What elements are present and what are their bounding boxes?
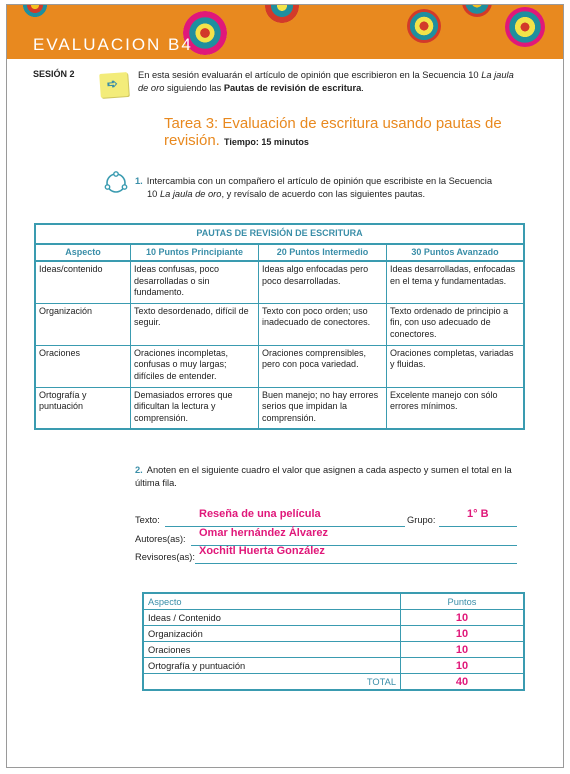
table-cell: Ideas algo enfocadas pero poco desarrolladas. <box>259 261 387 303</box>
autores-label: Autores(as): <box>135 534 186 544</box>
table-cell: Texto ordenado de principio a fin, con uso adecuado de conectores. <box>387 303 525 345</box>
table-row <box>35 345 524 387</box>
intro-text: En esta sesión evaluarán el artículo de opinión que escribieron en la Secuencia 10 <box>138 70 482 80</box>
aspect-cell: Ortografía y puntuación <box>143 658 401 674</box>
revisores-line <box>195 563 517 564</box>
task-heading <box>164 115 524 151</box>
table-row <box>143 610 524 626</box>
table-cell: Ideas/contenido <box>35 261 131 303</box>
page-title: EVALUACION B4 <box>33 35 193 54</box>
intro-text-2: siguiendo las <box>164 83 224 93</box>
total-row <box>143 674 524 691</box>
column-header: 30 Puntos Avanzado <box>387 244 525 262</box>
sticky-note-icon <box>99 72 129 98</box>
table-cell: Oraciones comprensibles, pero con poca variedad. <box>259 345 387 387</box>
table-cell: Organización <box>35 303 131 345</box>
book-title: La jaula de oro <box>138 70 514 93</box>
autores-field[interactable]: Omar hernández Álvarez <box>199 527 328 539</box>
table-cell: Buen manejo; no hay errores serios que impidan la comprensión. <box>259 387 387 429</box>
task-time: Tiempo: 15 minutos <box>224 137 309 147</box>
session-label: SESIÓN 2 <box>33 69 75 79</box>
page-header <box>7 5 563 59</box>
grupo-label: Grupo: <box>407 515 436 525</box>
column-header: 10 Puntos Principiante <box>131 244 259 262</box>
intro-bold: Pautas de revisión de escritura <box>223 83 362 93</box>
table-cell: Excelente manejo con sólo errores mínimos. <box>387 387 525 429</box>
texto-field[interactable]: Reseña de una película <box>199 508 321 520</box>
column-header: 20 Puntos Intermedio <box>259 244 387 262</box>
column-header: Aspecto <box>35 244 131 262</box>
texto-label: Texto: <box>135 515 160 525</box>
table-cell: Oraciones completas, variadas y fluidas. <box>387 345 525 387</box>
table-cell: Ideas confusas, poco desarrolladas o sin fundamento. <box>131 261 259 303</box>
intro-end: . <box>361 83 364 93</box>
aspect-cell: Oraciones <box>143 642 401 658</box>
points-input[interactable]: 10 <box>401 610 525 626</box>
rubric-table <box>34 223 525 430</box>
score-table <box>142 592 525 691</box>
task-title: Tarea 3: Evaluación de escritura usando pautas de revisión. <box>164 115 502 149</box>
exchange-cycle-icon <box>104 171 128 195</box>
column-header: Aspecto <box>143 593 401 610</box>
decorative-circle-3 <box>265 5 299 23</box>
table-row <box>143 626 524 642</box>
rubric-title: PAUTAS DE REVISIÓN DE ESCRITURA <box>35 224 524 244</box>
total-label: TOTAL <box>143 674 401 691</box>
table-row <box>143 658 524 674</box>
table-cell: Oraciones incompletas, confusas o muy largas; difíciles de entender. <box>131 345 259 387</box>
decorative-circle-5 <box>505 7 545 47</box>
instruction-text: Intercambia con un compañero el artículo de opinión que escribiste en la Secuencia <box>146 176 492 186</box>
table-cell: Oraciones <box>35 345 131 387</box>
decorative-circle-6 <box>462 5 492 17</box>
table-cell: Ideas desarrolladas, enfocadas en el tema y fundamentadas. <box>387 261 525 303</box>
revisores-label: Revisores(as): <box>135 552 195 562</box>
session-intro <box>138 69 523 95</box>
table-cell: Ortografía y puntuación <box>35 387 131 429</box>
instruction-2 <box>135 464 525 490</box>
instruction-number: 1. <box>135 176 143 186</box>
book-title: La jaula de oro <box>159 189 222 199</box>
instruction-number: 2. <box>135 465 143 475</box>
grupo-line <box>439 526 517 527</box>
table-cell: Demasiados errores que dificultan la lectura y comprensión. <box>131 387 259 429</box>
grupo-field[interactable]: 1° B <box>467 508 489 520</box>
total-input[interactable]: 40 <box>401 674 525 691</box>
instruction-text-b: 10 <box>147 189 160 199</box>
instruction-text-c: , y revísalo de acuerdo con las siguientes pautas. <box>221 189 426 199</box>
arrow-right-icon: ➪ <box>106 75 119 92</box>
worksheet-page <box>6 4 564 768</box>
table-row <box>35 303 524 345</box>
instruction-1 <box>135 175 525 201</box>
points-input[interactable]: 10 <box>401 658 525 674</box>
aspect-cell: Organización <box>143 626 401 642</box>
decorative-circle-1 <box>21 5 49 19</box>
instruction-text: Anoten en el siguiente cuadro el valor que asignen a cada aspecto y sumen el total en la última fila. <box>135 465 512 488</box>
revisores-field[interactable]: Xochitl Huerta González <box>199 545 325 557</box>
points-input[interactable]: 10 <box>401 642 525 658</box>
column-header: Puntos <box>401 593 525 610</box>
table-row <box>35 387 524 429</box>
table-row <box>35 261 524 303</box>
points-input[interactable]: 10 <box>401 626 525 642</box>
decorative-circle-4 <box>407 9 441 43</box>
aspect-cell: Ideas / Contenido <box>143 610 401 626</box>
table-cell: Texto con poco orden; uso inadecuado de conectores. <box>259 303 387 345</box>
table-row <box>143 642 524 658</box>
table-cell: Texto desordenado, difícil de seguir. <box>131 303 259 345</box>
